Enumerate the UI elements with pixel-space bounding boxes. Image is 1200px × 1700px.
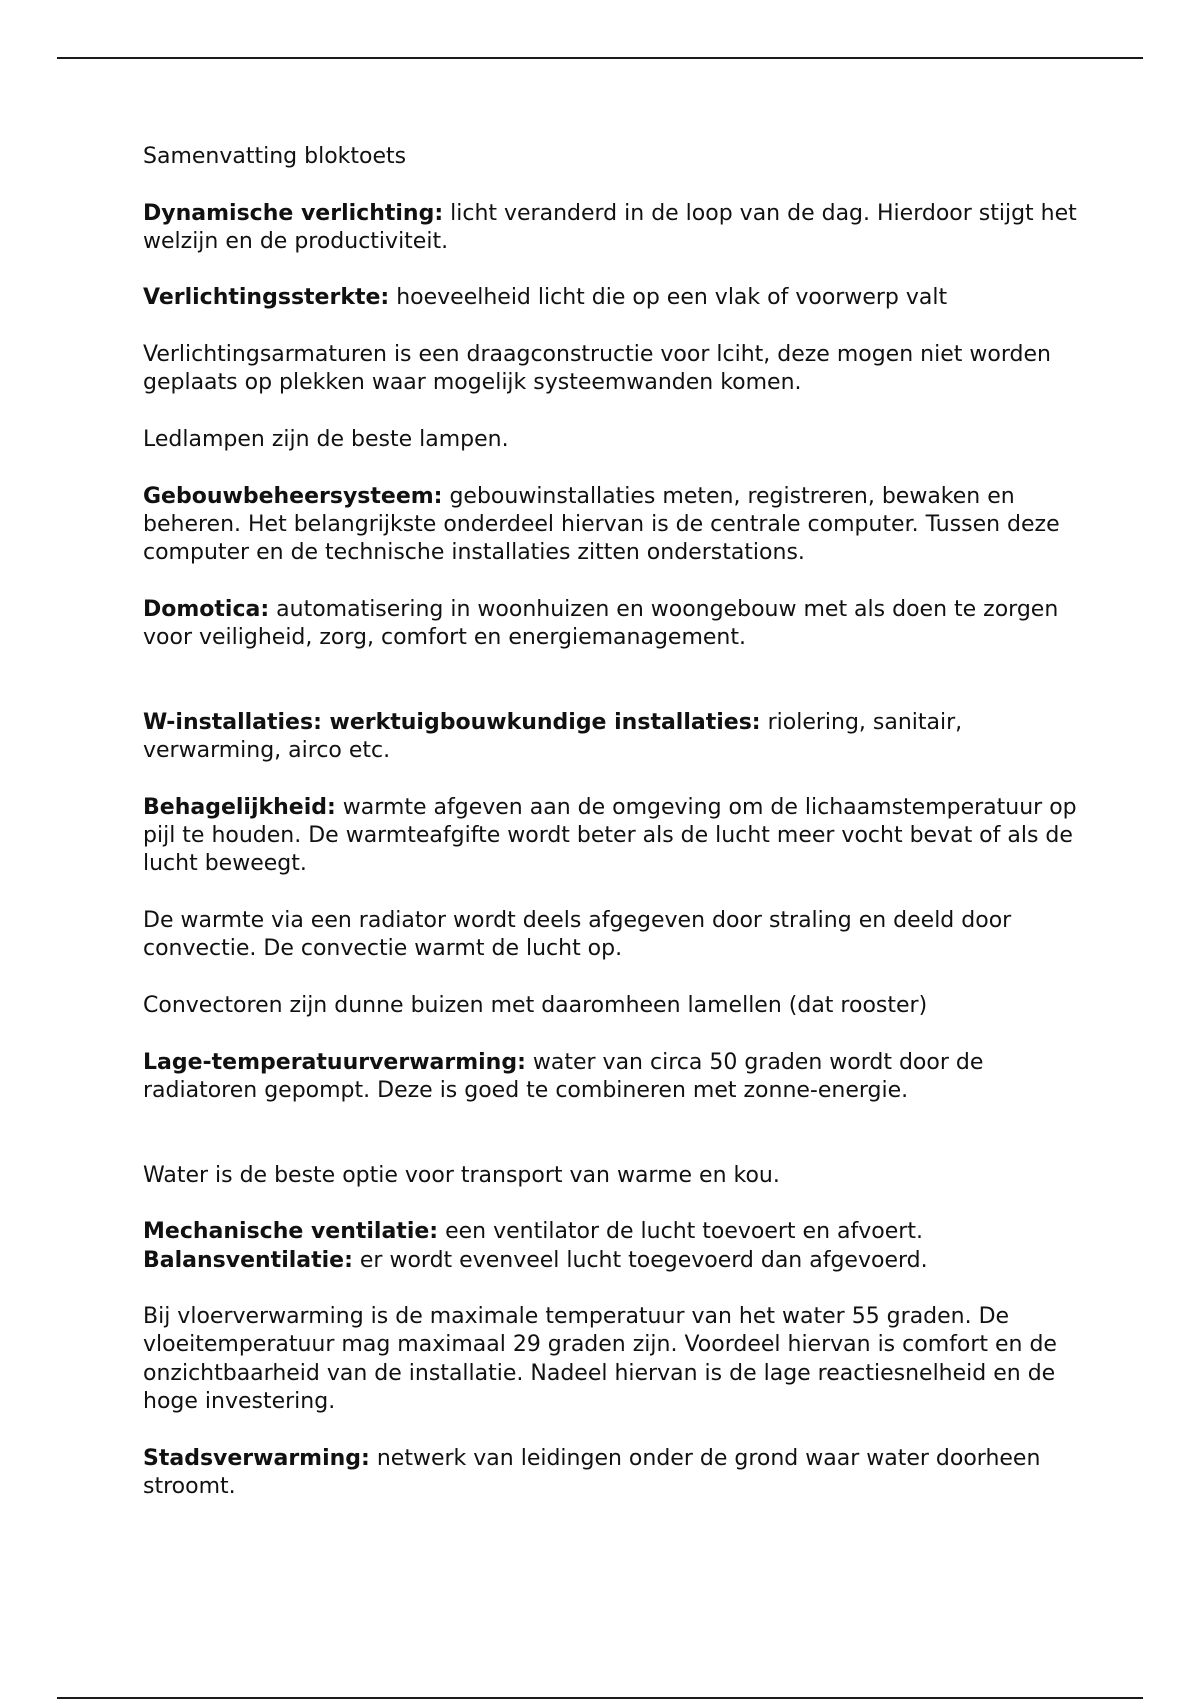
paragraph-text: automatisering in woonhuizen en woongebouw met als doen te zorgen voor veiligheid, zorg, comfort en energiemanagement.	[143, 596, 1059, 651]
paragraph-text: water van circa 50 graden wordt door de radiatoren gepompt. Deze is goed te combineren met zonne-energie.	[143, 1049, 984, 1103]
paragraph-text: Ledlampen zijn de beste lampen.	[143, 426, 509, 452]
paragraph-gebouwbeheersysteem	[143, 483, 1083, 568]
paragraph-text: Water is de beste optie voor transport van warme en kou.	[143, 1162, 780, 1188]
term-label: Lage-temperatuurverwarming:	[143, 1049, 526, 1075]
document-body	[143, 143, 1083, 1530]
paragraph-domotica	[143, 596, 1083, 653]
term-label: Mechanische ventilatie:	[143, 1219, 439, 1245]
paragraph-text: netwerk van leidingen onder de grond waar water doorheen stroomt.	[143, 1445, 1041, 1499]
paragraph-behagelijkheid	[143, 794, 1083, 879]
term-label: Balansventilatie:	[143, 1247, 353, 1273]
header-rule	[57, 57, 1143, 59]
term-label: Behagelijkheid:	[143, 794, 336, 820]
paragraph-text: De warmte via een radiator wordt deels afgegeven door straling en deeld door convectie. De convectie warmt de lucht op.	[143, 908, 1012, 962]
paragraph-balansventilatie	[143, 1247, 1083, 1275]
paragraph-water-transport	[143, 1162, 1083, 1190]
term-label: Verlichtingssterkte:	[143, 285, 390, 311]
paragraph-radiator	[143, 907, 1083, 964]
term-label: Gebouwbeheersysteem:	[143, 483, 443, 509]
paragraph-text: warmte afgeven aan de omgeving om de lichaamstemperatuur op pijl te houden. De warmteafgifte wordt beter als de lucht meer vocht bevat of als de lucht beweegt.	[143, 794, 1077, 877]
term-label: Domotica:	[143, 596, 270, 622]
paragraph-verlichtingssterkte	[143, 284, 1083, 312]
footer-rule	[57, 1697, 1143, 1699]
paragraph-vloerverwarming	[143, 1303, 1083, 1416]
document-title: Samenvatting bloktoets	[143, 144, 407, 169]
term-label: Stadsverwarming:	[143, 1445, 370, 1471]
paragraph-ledlampen	[143, 426, 1083, 454]
paragraph-text: licht veranderd in de loop van de dag. Hierdoor stijgt het welzijn en de productiviteit.	[143, 200, 1077, 254]
paragraph-text: gebouwinstallaties meten, registreren, bewaken en beheren. Het belangrijkste onderdeel hiervan is de centrale computer. Tussen deze computer en de technische installaties zitten onderstations.	[143, 483, 1060, 566]
paragraph-mechanische-ventilatie	[143, 1218, 1083, 1246]
paragraph-text: Convectoren zijn dunne buizen met daaromheen lamellen (dat rooster)	[143, 992, 928, 1018]
paragraph-text: een ventilator de lucht toevoert en afvoert.	[438, 1219, 923, 1245]
paragraph-stadsverwarming	[143, 1445, 1083, 1502]
paragraph-text: hoeveelheid licht die op een vlak of voorwerp valt	[389, 285, 948, 311]
paragraph-text: riolering, sanitair, verwarming, airco etc.	[143, 709, 963, 764]
paragraph-text: Bij vloerverwarming is de maximale temperatuur van het water 55 graden. De vloeitemperatuur mag maximaal 29 graden zijn. Voordeel hiervan is comfort en de onzichtbaarheid van de installatie. Nadeel hiervan is de lage reactiesnelheid en de hoge investering.	[143, 1304, 1057, 1415]
paragraph-text: Verlichtingsarmaturen is een draagconstructie voor lciht, deze mogen niet worden geplaats op plekken waar mogelijk systeemwanden komen.	[143, 342, 1051, 396]
paragraph-text: er wordt evenveel lucht toegevoerd dan afgevoerd.	[352, 1247, 928, 1273]
paragraph-lage-temperatuurverwarming	[143, 1049, 1083, 1106]
paragraph-dynamische-verlichting	[143, 200, 1083, 257]
paragraph-convectoren	[143, 992, 1083, 1020]
paragraph-w-installaties	[143, 709, 1083, 766]
term-label: W-installaties: werktuigbouwkundige installaties:	[143, 709, 761, 735]
term-label: Dynamische verlichting:	[143, 200, 444, 226]
paragraph-verlichtingsarmaturen	[143, 341, 1083, 398]
